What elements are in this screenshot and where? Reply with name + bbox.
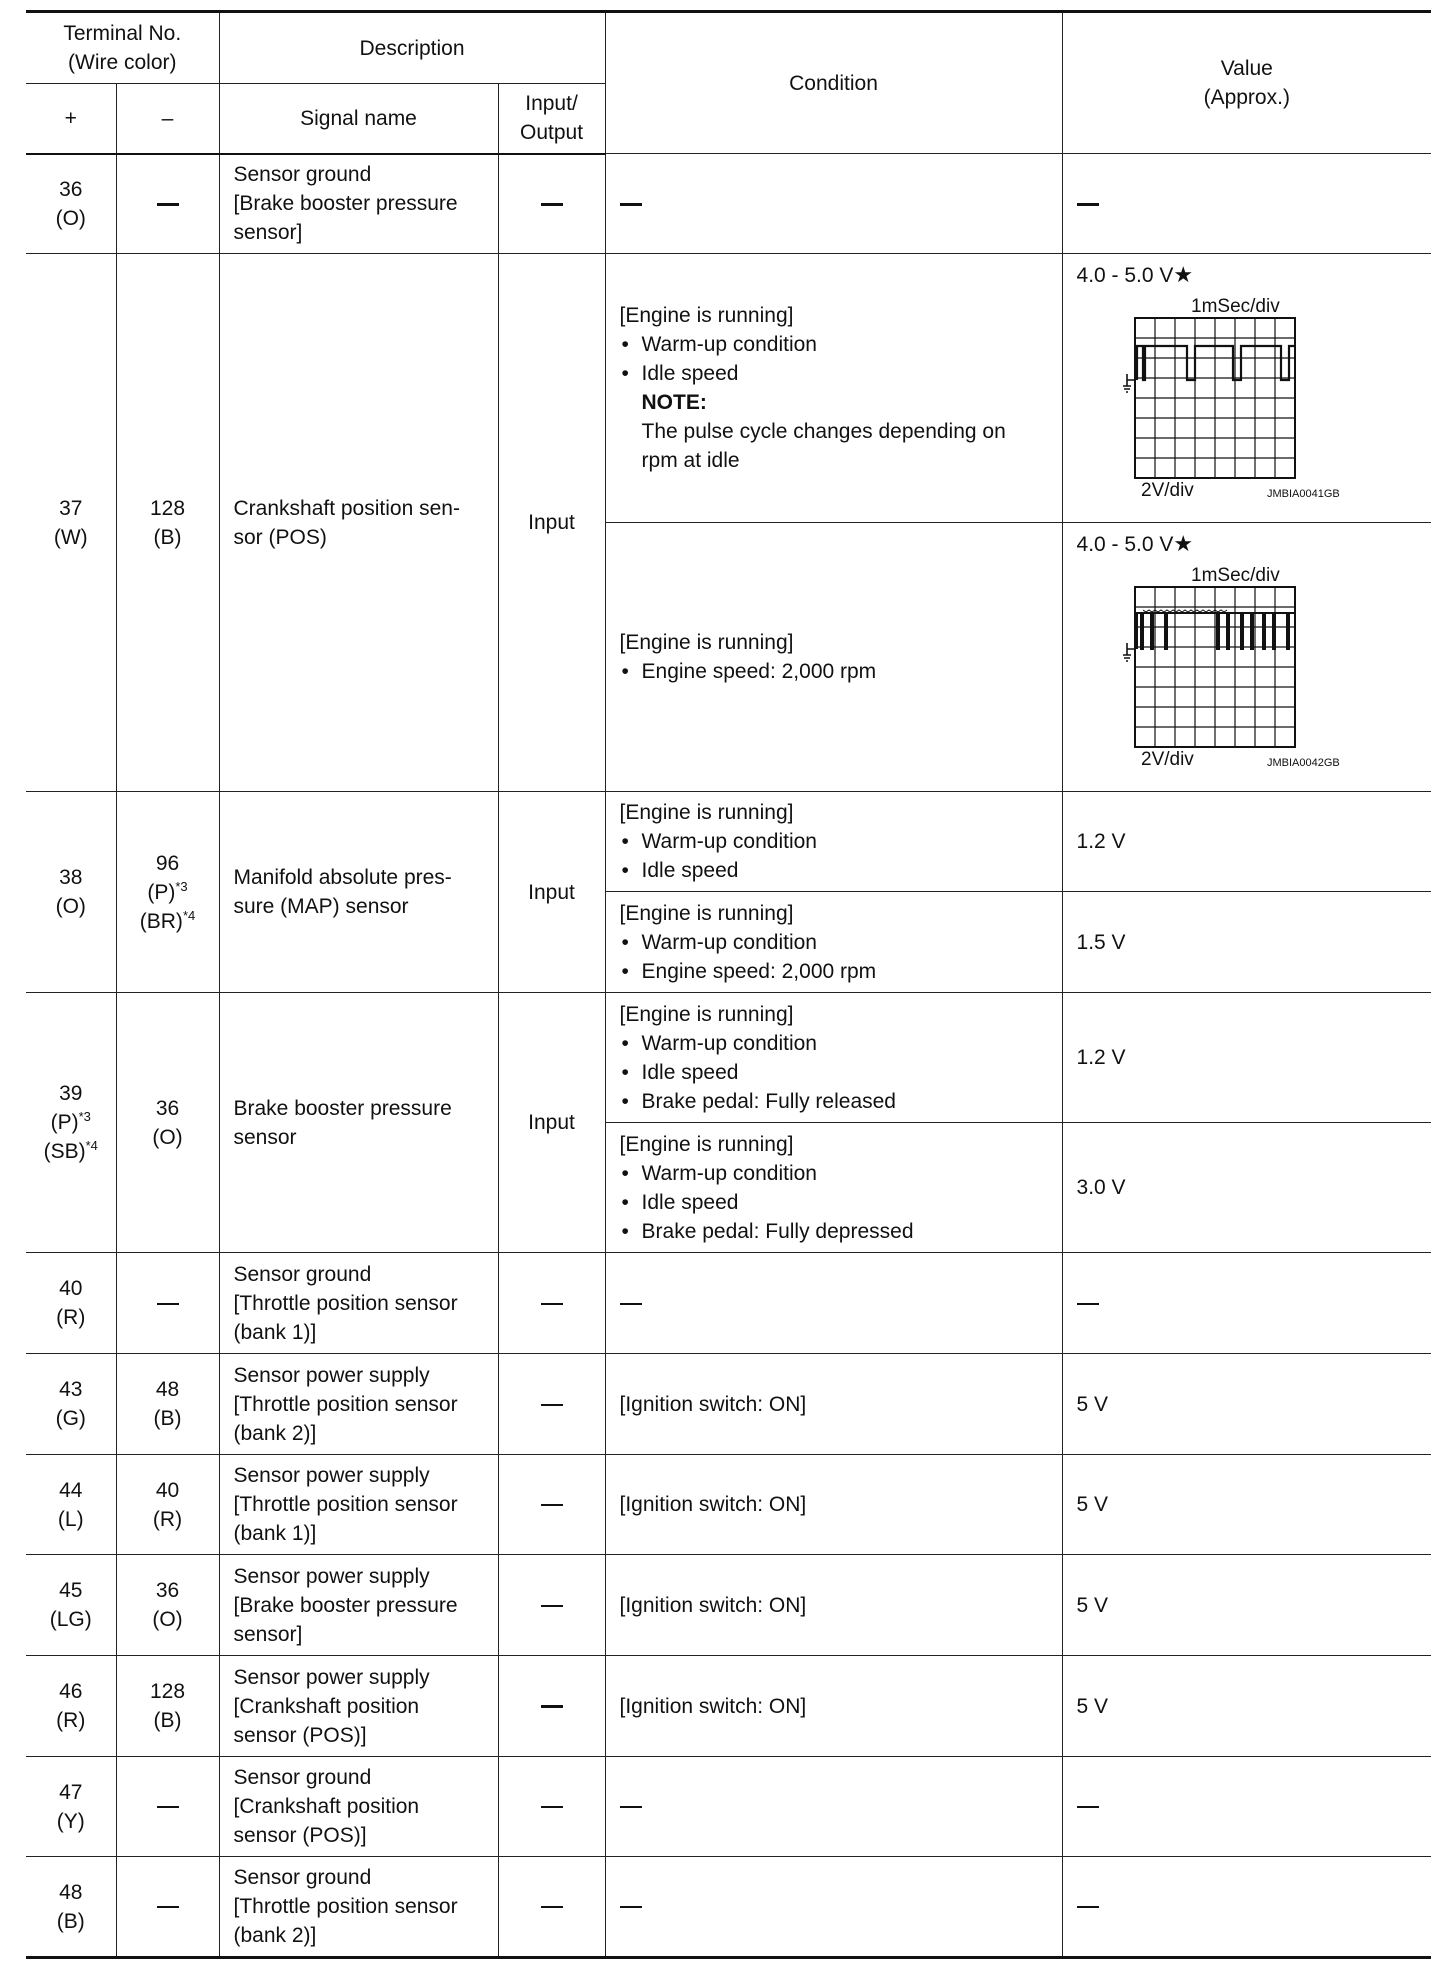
table-row-40	[26, 1253, 1431, 1354]
footnote-ref: *4	[182, 907, 196, 923]
wire-color: (B)	[153, 1407, 182, 1430]
condition-cell	[605, 1253, 1062, 1354]
condition-cell: [Ignition switch: ON]	[605, 1656, 1062, 1757]
terminal-minus-cell	[116, 1354, 219, 1455]
terminal-number: 47	[59, 1780, 83, 1804]
signal-line: [Throttle position sensor	[233, 1392, 458, 1416]
signal-line: (bank 2)]	[233, 1924, 317, 1947]
terminal-minus-cell	[116, 792, 219, 993]
wire-color: (W)	[53, 525, 88, 549]
terminal-plus-cell	[26, 254, 116, 792]
terminal-minus-cell	[116, 1757, 219, 1857]
signal-line: Sensor power supply	[233, 1564, 430, 1588]
dash-mark	[541, 1705, 563, 1708]
oscilloscope-waveform-2000rpm	[1077, 563, 1377, 773]
condition-bullet: • Idle speed	[620, 1188, 1052, 1217]
terminal-number: 48	[155, 1378, 180, 1401]
terminal-plus-cell	[26, 1656, 116, 1757]
wire-color: (B)	[153, 525, 182, 549]
signal-line: Sensor ground	[233, 1766, 372, 1789]
signal-name-cell	[219, 1455, 498, 1555]
wire-color: (G)	[55, 1407, 86, 1430]
table-row-37	[26, 254, 1431, 523]
dash-mark	[1077, 1906, 1099, 1908]
io-cell: Input	[498, 993, 605, 1253]
condition-cell	[605, 1857, 1062, 1958]
signal-line: Crankshaft position sen-	[233, 496, 460, 520]
terminal-minus-cell	[116, 1455, 219, 1555]
waveform-trace	[1137, 613, 1295, 649]
signal-line: [Brake booster pressure	[233, 192, 458, 216]
terminal-minus-cell	[116, 993, 219, 1253]
condition-cell	[605, 254, 1062, 523]
condition-head: [Engine is running]	[619, 1132, 794, 1156]
signal-name-cell	[219, 1354, 498, 1455]
terminal-number: 128	[149, 1680, 186, 1703]
wire-color: (R)	[152, 1507, 183, 1531]
condition-cell: [Ignition switch: ON]	[605, 1354, 1062, 1455]
wire-color: (R)	[56, 1306, 86, 1329]
signal-line: sensor]	[233, 1622, 303, 1646]
value-cell: 1.2 V	[1062, 993, 1431, 1123]
table-row-39	[26, 993, 1431, 1123]
io-cell	[498, 1857, 605, 1958]
terminal-plus-cell	[26, 1354, 116, 1455]
header-terminal-no	[26, 12, 219, 84]
terminal-number: 36	[155, 1579, 180, 1602]
note-text: The pulse cycle changes depending on	[641, 420, 1006, 443]
dash-mark	[541, 1605, 563, 1607]
oscilloscope-waveform-idle	[1077, 294, 1377, 504]
voltage-range: 4.0 - 5.0 V	[1076, 533, 1174, 556]
io-cell	[498, 1455, 605, 1555]
io-cell	[498, 1555, 605, 1656]
signal-name-cell	[219, 254, 498, 792]
condition-bullet: • Brake pedal: Fully released	[620, 1087, 1052, 1116]
condition-cell	[605, 1123, 1062, 1253]
header-io-line1: Input/	[525, 92, 578, 116]
table-row-36	[26, 154, 1431, 254]
condition-bullet: • Warm-up condition	[620, 330, 1052, 359]
dash-mark	[157, 203, 179, 206]
dash-mark	[157, 1806, 179, 1808]
wire-color	[26, 1137, 116, 1166]
signal-line: [Throttle position sensor	[233, 1291, 458, 1315]
footnote-ref: *3	[175, 878, 188, 894]
dash-mark	[541, 203, 563, 206]
signal-line: [Crankshaft position	[233, 1694, 420, 1718]
waveform-trace	[1137, 346, 1295, 380]
value-cell: 1.5 V	[1062, 892, 1431, 993]
terminal-plus-cell	[26, 1253, 116, 1354]
ground-icon	[1123, 374, 1135, 392]
header-minus: –	[116, 84, 219, 154]
condition-cell	[605, 1757, 1062, 1857]
signal-name-cell	[219, 1253, 498, 1354]
footnote-ref: *4	[85, 1138, 98, 1153]
table-row-47	[26, 1757, 1431, 1857]
signal-name-cell	[219, 792, 498, 993]
condition-cell	[605, 993, 1062, 1123]
voltage-range: 4.0 - 5.0 V	[1076, 264, 1174, 287]
header-value-label: Value	[1220, 57, 1273, 80]
condition-bullet: • Idle speed	[620, 1058, 1052, 1087]
dash-mark	[1077, 203, 1099, 206]
condition-head: [Engine is running]	[619, 631, 794, 654]
waveform-voltage	[1077, 260, 1422, 290]
dash-mark	[620, 203, 642, 206]
waveform-timebase: 1mSec/div	[1190, 565, 1280, 586]
condition-cell	[605, 892, 1062, 993]
terminal-number: 40	[155, 1478, 180, 1502]
signal-line: [Brake booster pressure	[233, 1593, 458, 1617]
condition-bullet: • Idle speed	[620, 359, 1052, 388]
header-plus: +	[26, 84, 116, 154]
terminal-plus-cell	[26, 1757, 116, 1857]
wire-color: (B)	[56, 1909, 85, 1933]
header-wire-color-label: (Wire color)	[68, 51, 177, 74]
header-value	[1062, 12, 1431, 154]
condition-cell	[605, 154, 1062, 254]
signal-line: sensor]	[233, 221, 303, 245]
signal-line: Sensor ground	[233, 1866, 372, 1889]
condition-bullet: • Warm-up condition	[620, 928, 1052, 957]
terminal-number: 128	[149, 496, 186, 520]
signal-line: sor (POS)	[233, 525, 327, 549]
signal-name-cell	[219, 1857, 498, 1958]
waveform-timebase: 1mSec/div	[1190, 296, 1280, 317]
wire-color	[117, 907, 219, 936]
condition-head: [Engine is running]	[619, 801, 794, 824]
io-cell	[498, 1354, 605, 1455]
header-row-1	[26, 12, 1431, 84]
dash-mark	[541, 1303, 563, 1305]
dash-mark	[541, 1806, 563, 1808]
value-cell	[1062, 1253, 1431, 1354]
table-row-45	[26, 1555, 1431, 1656]
io-cell	[498, 1757, 605, 1857]
wire-color-variant: (SB)	[43, 1140, 86, 1163]
dash-mark	[620, 1806, 642, 1808]
wire-color: (LG)	[49, 1608, 92, 1631]
wire-color	[117, 878, 219, 907]
signal-line: Sensor power supply	[233, 1464, 430, 1487]
header-condition: Condition	[605, 12, 1062, 154]
signal-line: Manifold absolute pres-	[233, 866, 452, 889]
value-cell: 5 V	[1062, 1656, 1431, 1757]
header-description: Description	[219, 12, 605, 84]
signal-line: sensor (POS)]	[233, 1723, 367, 1747]
terminal-minus-cell	[116, 1656, 219, 1757]
value-cell	[1062, 1757, 1431, 1857]
terminal-plus-cell	[26, 154, 116, 254]
terminal-number: 37	[59, 496, 83, 520]
table-row-38	[26, 792, 1431, 892]
signal-line: Sensor ground	[233, 1262, 372, 1286]
signal-line: Sensor power supply	[233, 1363, 430, 1387]
signal-line: sensor	[233, 1125, 297, 1149]
signal-line: (bank 1)]	[233, 1320, 317, 1344]
note-label: NOTE:	[641, 391, 707, 414]
signal-line: Sensor ground	[233, 163, 372, 187]
signal-name-cell	[219, 154, 498, 254]
star-icon: ★	[1173, 531, 1194, 556]
terminal-plus-cell	[26, 792, 116, 993]
waveform-vdiv: 2V/div	[1140, 749, 1194, 770]
table-row-44	[26, 1455, 1431, 1555]
wire-color-variant: (BR)	[139, 909, 183, 933]
signal-line: [Throttle position sensor	[233, 1895, 458, 1918]
condition-bullet: • Warm-up condition	[620, 1029, 1052, 1058]
signal-name-cell	[219, 1656, 498, 1757]
value-cell: 5 V	[1062, 1354, 1431, 1455]
wire-color-variant: (P)	[50, 1111, 79, 1134]
header-signal-name: Signal name	[219, 84, 498, 154]
wire-color: (O)	[152, 1608, 183, 1631]
value-cell	[1062, 254, 1431, 523]
header-approx-label: (Approx.)	[1203, 86, 1290, 109]
condition-cell: [Ignition switch: ON]	[605, 1555, 1062, 1656]
terminal-plus-cell	[26, 1455, 116, 1555]
value-cell	[1062, 523, 1431, 792]
figure-code: JMBIA0042GB	[1266, 757, 1340, 769]
terminal-minus-cell	[116, 1555, 219, 1656]
terminal-minus-cell	[116, 1857, 219, 1958]
wire-color	[26, 1108, 116, 1137]
wire-color: (O)	[55, 206, 86, 230]
signal-line: Brake booster pressure	[233, 1096, 452, 1120]
table-row-48	[26, 1857, 1431, 1958]
condition-head: [Engine is running]	[619, 901, 794, 925]
figure-code: JMBIA0041GB	[1266, 488, 1340, 500]
dash-mark	[1077, 1303, 1099, 1305]
signal-name-cell	[219, 993, 498, 1253]
terminal-plus-cell	[26, 1857, 116, 1958]
value-cell: 5 V	[1062, 1455, 1431, 1555]
ecm-terminal-table-document	[26, 10, 1431, 1959]
ecm-terminal-table	[26, 10, 1431, 1959]
condition-bullet: • Idle speed	[620, 856, 1052, 885]
terminal-minus-cell	[116, 254, 219, 792]
footnote-ref: *3	[78, 1109, 91, 1124]
wire-color: (O)	[152, 1125, 183, 1149]
io-cell	[498, 154, 605, 254]
header-io-line2: Output	[519, 121, 584, 145]
dash-mark	[541, 1404, 563, 1406]
header-terminal-no-label: Terminal No.	[63, 22, 182, 45]
terminal-plus-cell	[26, 993, 116, 1253]
terminal-number: 36	[59, 177, 83, 201]
condition-bullet: • Brake pedal: Fully depressed	[620, 1217, 1052, 1246]
terminal-number: 43	[59, 1378, 83, 1401]
signal-line: (bank 2)]	[233, 1421, 317, 1445]
condition-bullet: • Warm-up condition	[620, 827, 1052, 856]
wire-color-variant: (P)	[147, 880, 176, 904]
condition-head: [Engine is running]	[619, 1002, 794, 1026]
dash-mark	[157, 1303, 179, 1305]
signal-name-cell	[219, 1757, 498, 1857]
table-row-43	[26, 1354, 1431, 1455]
condition-bullet: • Engine speed: 2,000 rpm	[620, 957, 1052, 986]
waveform-voltage	[1077, 529, 1422, 559]
wire-color: (B)	[153, 1709, 182, 1732]
io-cell	[498, 1656, 605, 1757]
signal-line: (bank 1)]	[233, 1522, 317, 1545]
value-cell	[1062, 154, 1431, 254]
condition-head: [Engine is running]	[619, 304, 794, 327]
value-cell	[1062, 1857, 1431, 1958]
note-text: rpm at idle	[641, 449, 740, 472]
terminal-number: 40	[59, 1277, 83, 1300]
terminal-number: 38	[59, 866, 83, 889]
signal-line: Sensor power supply	[233, 1665, 430, 1689]
value-cell: 1.2 V	[1062, 792, 1431, 892]
signal-line: sure (MAP) sensor	[233, 895, 409, 918]
terminal-number: 96	[155, 851, 180, 875]
dash-mark	[620, 1906, 642, 1908]
value-cell: 5 V	[1062, 1555, 1431, 1656]
terminal-number: 39	[59, 1082, 83, 1105]
condition-bullet: • Warm-up condition	[620, 1159, 1052, 1188]
terminal-plus-cell	[26, 1555, 116, 1656]
condition-cell: [Ignition switch: ON]	[605, 1455, 1062, 1555]
wire-color: (O)	[55, 895, 86, 918]
wire-color: (L)	[57, 1507, 84, 1531]
waveform-vdiv: 2V/div	[1140, 480, 1194, 501]
value-cell: 3.0 V	[1062, 1123, 1431, 1253]
dash-mark	[1077, 1806, 1099, 1808]
io-cell: Input	[498, 792, 605, 993]
signal-name-cell	[219, 1555, 498, 1656]
signal-line: [Crankshaft position	[233, 1795, 420, 1818]
dash-mark	[541, 1906, 563, 1908]
waveform-grid	[1135, 318, 1295, 478]
condition-cell	[605, 792, 1062, 892]
io-cell: Input	[498, 254, 605, 792]
wire-color: (R)	[56, 1709, 86, 1732]
terminal-number: 44	[59, 1478, 83, 1502]
terminal-number: 46	[59, 1680, 83, 1703]
signal-line: [Throttle position sensor	[233, 1493, 458, 1516]
condition-cell	[605, 523, 1062, 792]
table-row-46	[26, 1656, 1431, 1757]
signal-line: sensor (POS)]	[233, 1824, 367, 1847]
terminal-number: 36	[155, 1096, 180, 1120]
terminal-minus-cell	[116, 1253, 219, 1354]
dash-mark	[620, 1303, 642, 1305]
dash-mark	[157, 1906, 179, 1908]
condition-bullet: • Engine speed: 2,000 rpm	[620, 657, 1052, 686]
ground-icon	[1123, 643, 1135, 661]
header-input-output	[498, 84, 605, 154]
terminal-number: 48	[59, 1880, 83, 1904]
wire-color: (Y)	[56, 1809, 85, 1833]
io-cell	[498, 1253, 605, 1354]
terminal-number: 45	[59, 1579, 83, 1602]
dash-mark	[541, 1504, 563, 1506]
star-icon: ★	[1173, 262, 1194, 287]
terminal-minus-cell	[116, 154, 219, 254]
